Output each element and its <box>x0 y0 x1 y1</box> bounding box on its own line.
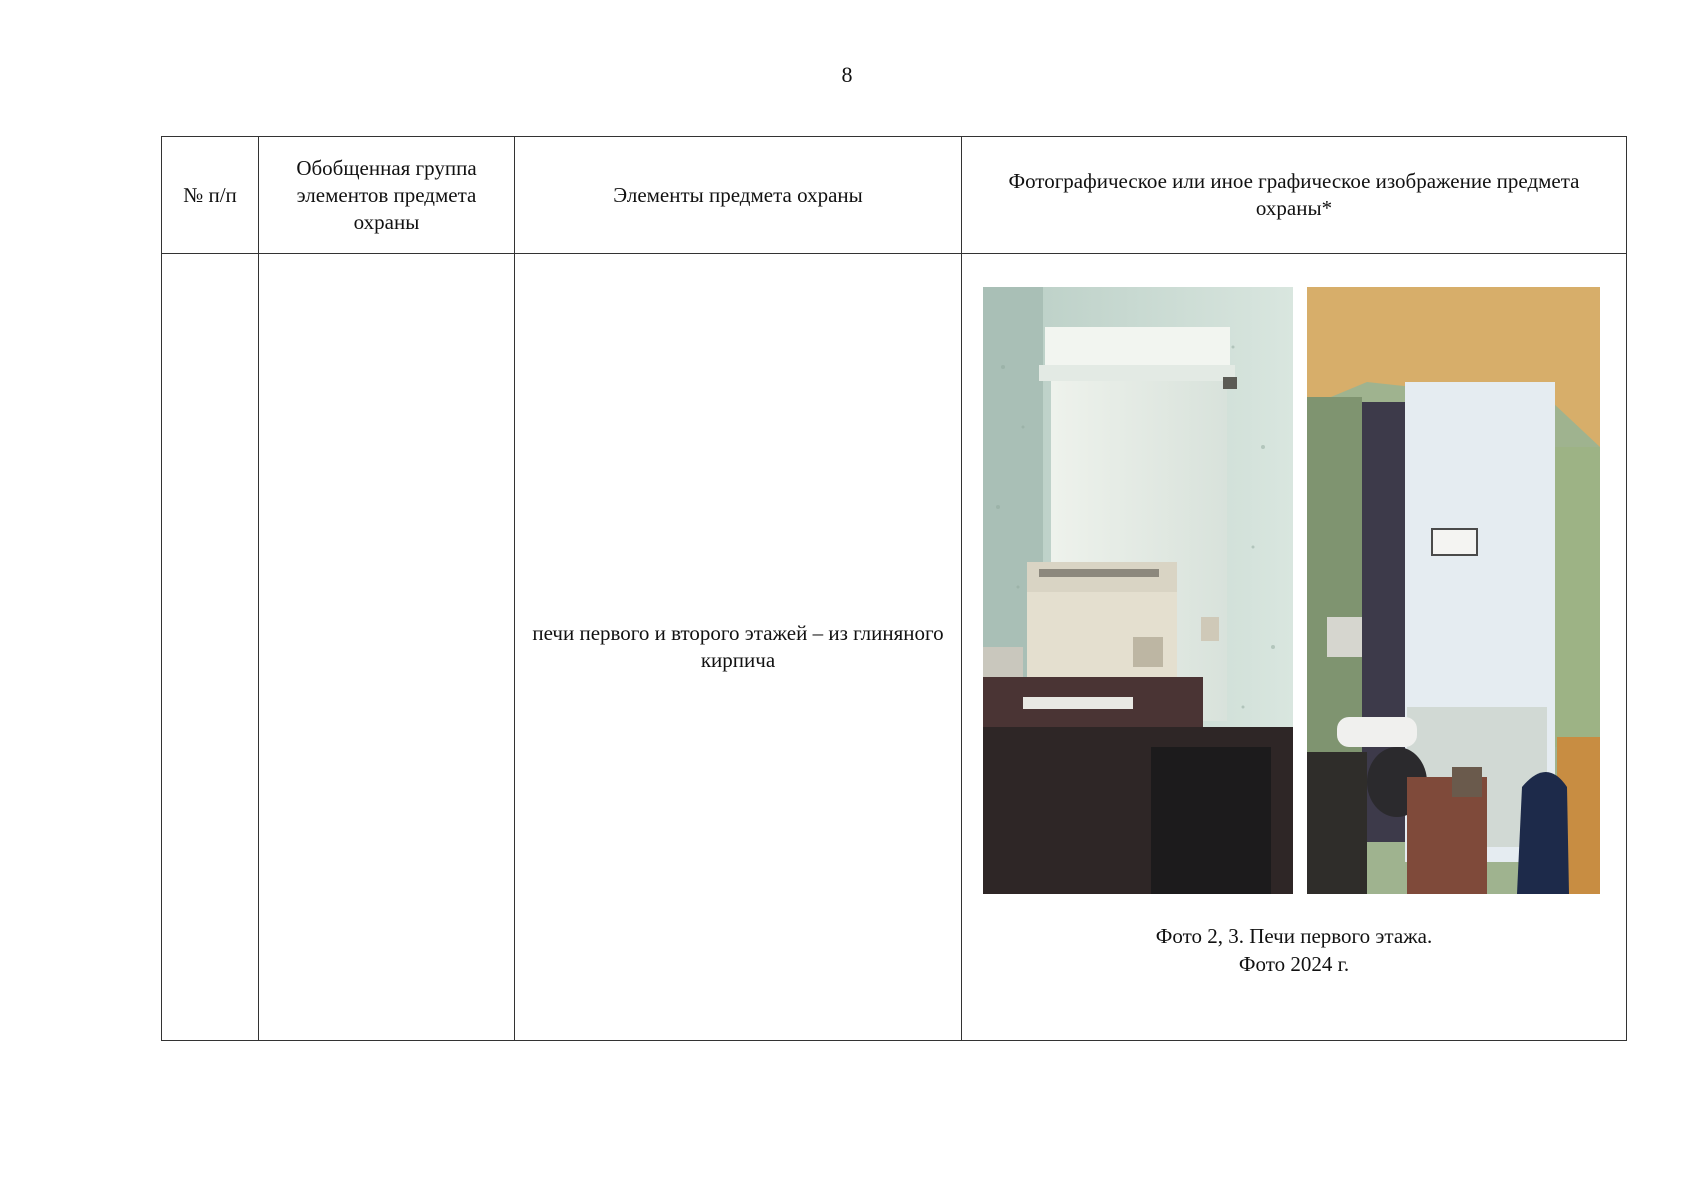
table-header-row <box>162 137 1627 254</box>
page-number: 8 <box>841 62 853 87</box>
header-elements: Элементы предмета охраны <box>515 137 962 254</box>
cell-photo <box>962 254 1627 1041</box>
cell-elements: печи первого и второго этажей – из глиняного кирпича <box>515 254 962 1041</box>
photo-caption <box>962 922 1626 978</box>
caption-line-2: Фото 2024 г. <box>1238 952 1350 976</box>
photo-pair <box>983 287 1626 894</box>
photo-3-stove-washbasin <box>1307 287 1600 894</box>
header-number: № п/п <box>162 137 259 254</box>
header-photo: Фотографическое или иное графическое изображение предмета охраны* <box>962 137 1627 254</box>
header-group: Обобщенная группа элементов предмета охраны <box>259 137 515 254</box>
cell-group <box>259 254 515 1041</box>
cell-number <box>162 254 259 1041</box>
caption-line-1: Фото 2, 3. Печи первого этажа. <box>1155 924 1433 948</box>
photo-2-stove-printer <box>983 287 1293 894</box>
heritage-elements-table <box>161 136 1627 1041</box>
table-row <box>162 254 1627 1041</box>
